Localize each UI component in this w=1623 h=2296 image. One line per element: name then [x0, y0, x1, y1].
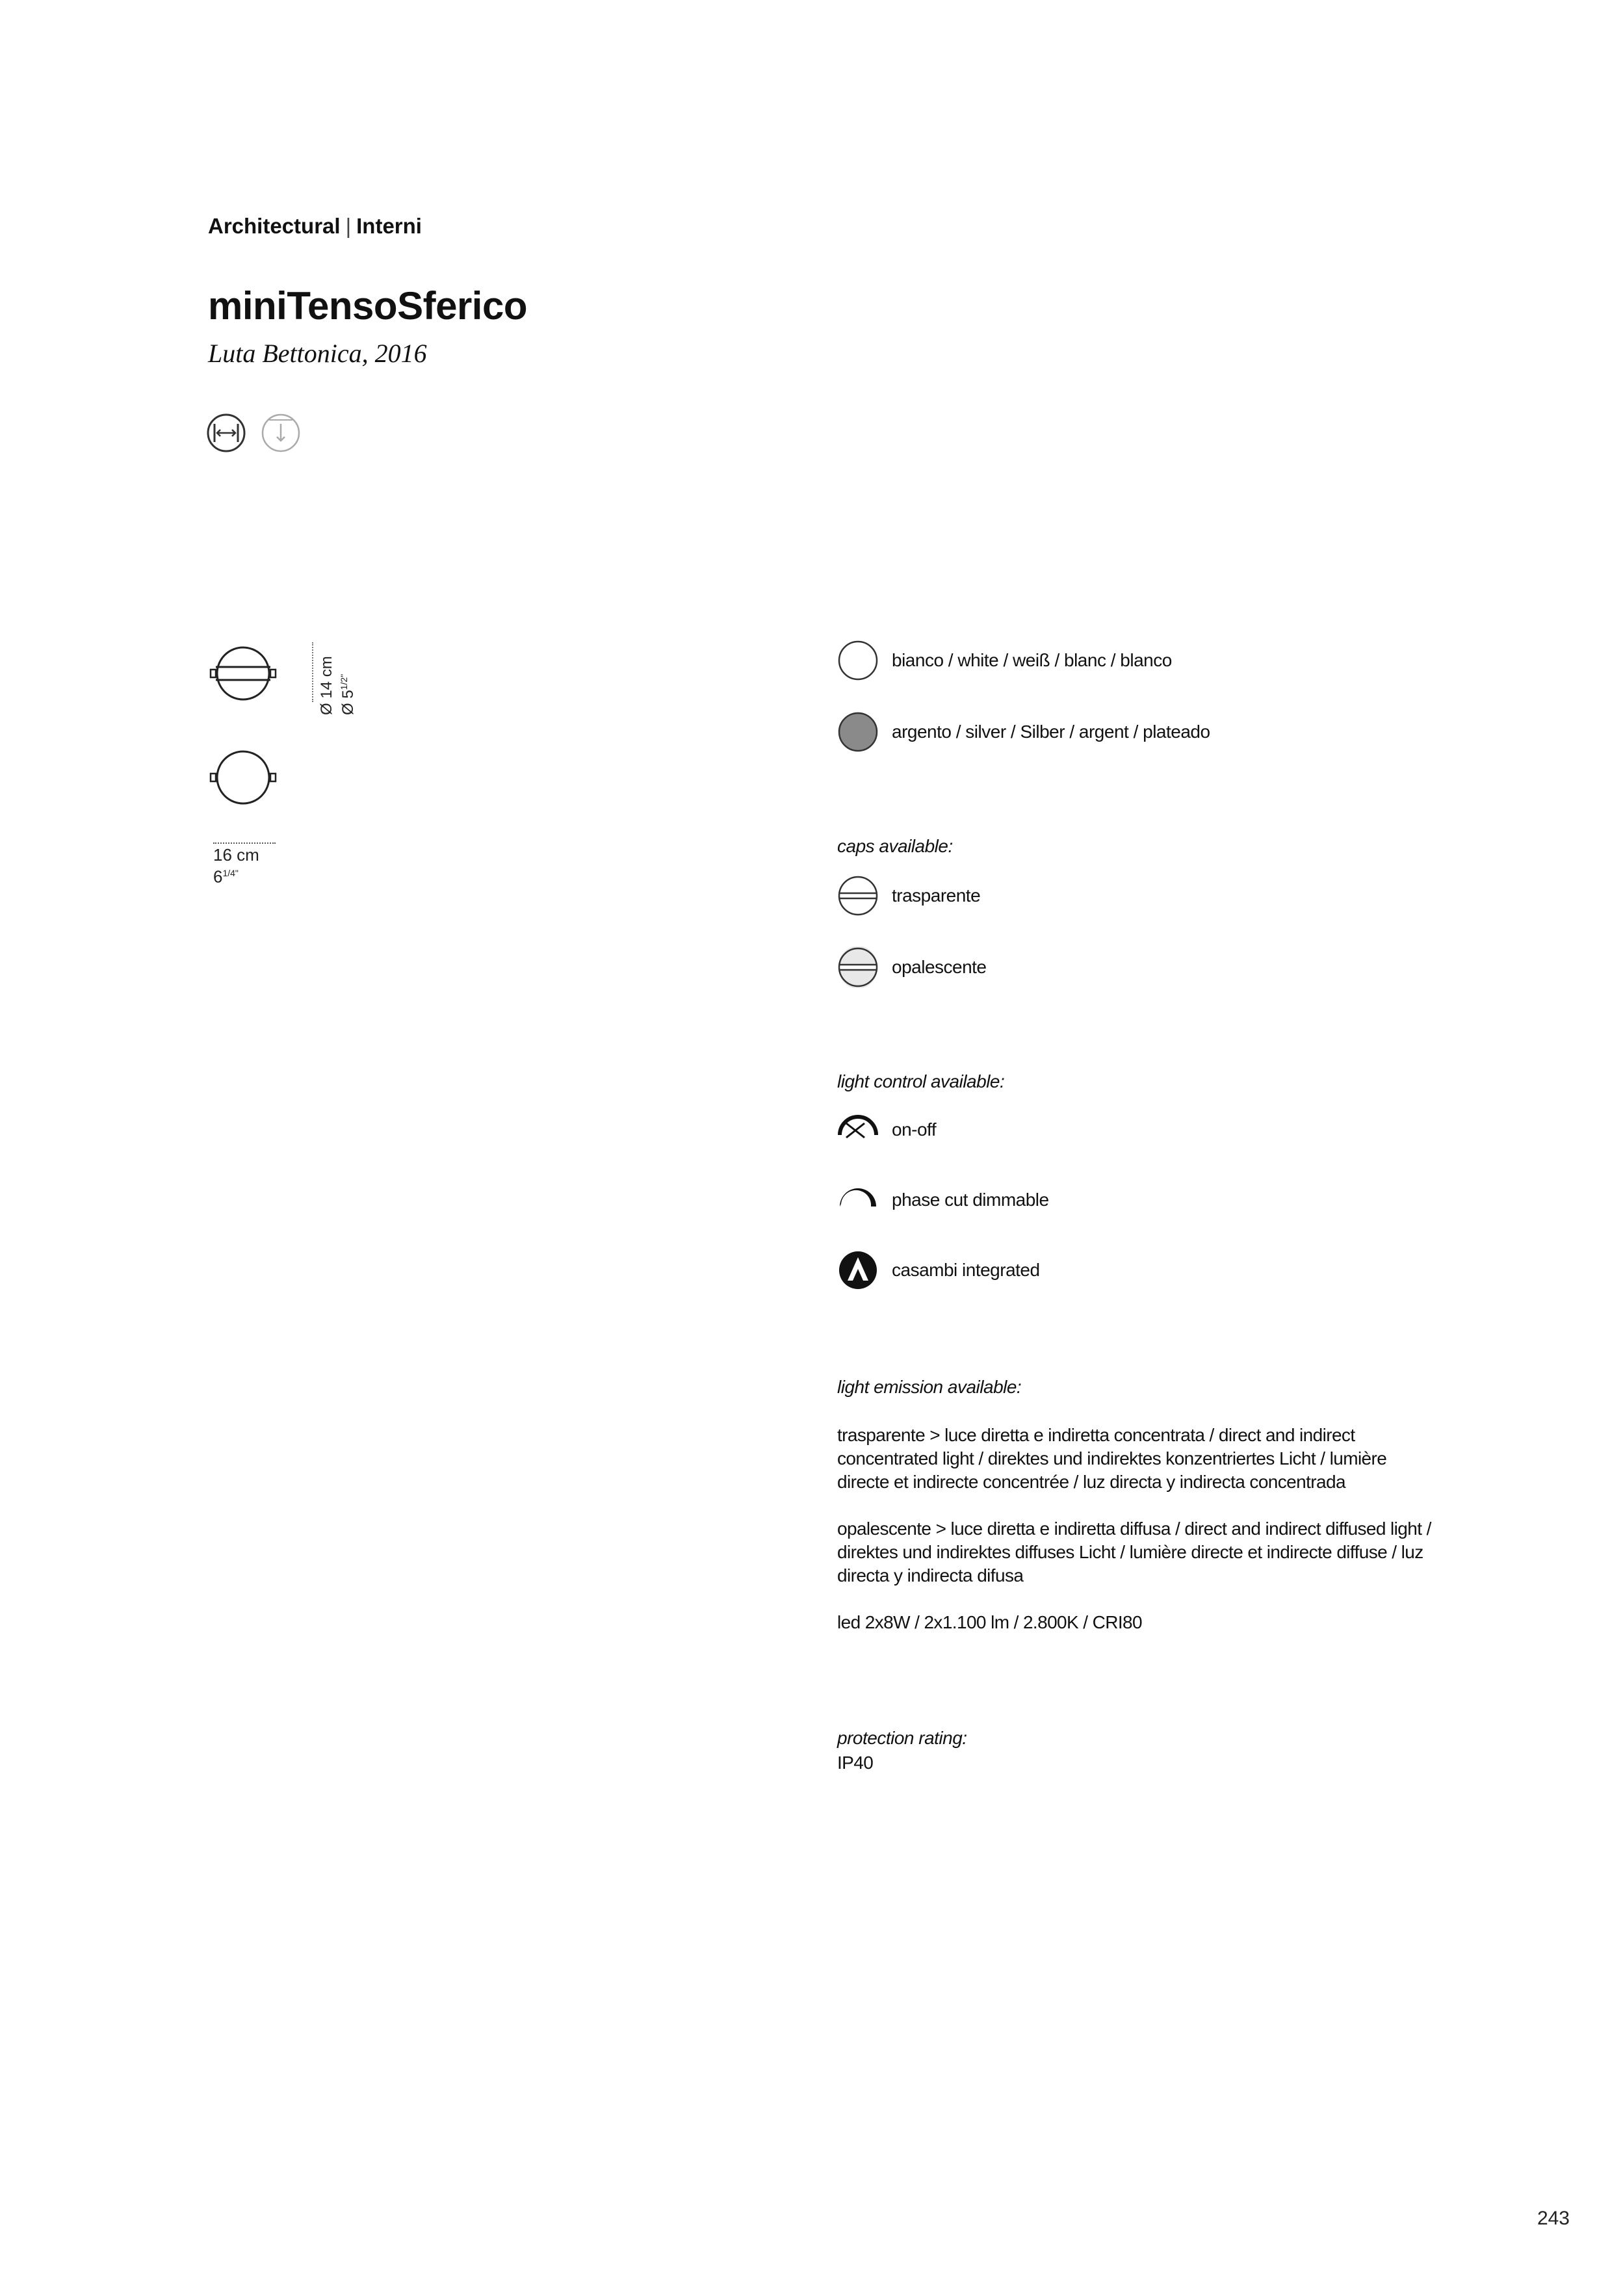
control-label: on-off	[892, 1119, 937, 1140]
light-control-heading: light control available:	[837, 1071, 1005, 1091]
recessed-arrow-down-icon	[263, 415, 299, 451]
control-casambi	[837, 1249, 1040, 1291]
width-in: 6	[213, 867, 223, 887]
finish-white	[837, 640, 1172, 681]
finish-label: argento / silver / Silber / argent / plateado	[892, 722, 1210, 742]
category-label: Architectural	[208, 214, 341, 238]
cap-transparent-icon	[837, 875, 879, 917]
cap-label: trasparente	[892, 885, 981, 906]
silver-swatch-icon	[837, 711, 879, 753]
control-label: casambi integrated	[892, 1260, 1040, 1280]
emission-opalescent-text: opalescente > luce diretta e indiretta diffusa / direct and indirect diffused light / direktes und indirektes diffuses Licht / lumière directe et indirecte diffuse / luz directa y indirecta difusa	[837, 1519, 1431, 1585]
protection-value: IP40	[837, 1753, 874, 1773]
adjustable-width-icon	[208, 415, 244, 451]
white-swatch-icon	[837, 640, 879, 681]
light-emission-heading: light emission available:	[837, 1377, 1022, 1397]
cap-transparent	[837, 875, 980, 917]
feature-icons	[207, 413, 324, 455]
control-label: phase cut dimmable	[892, 1190, 1049, 1210]
side-view-drawing	[207, 746, 279, 809]
control-on-off	[837, 1109, 936, 1151]
cap-opalescent	[837, 946, 987, 988]
finish-silver	[837, 711, 1210, 753]
subcategory-label: Interni	[356, 214, 422, 238]
product-title: miniTensoSferico	[208, 284, 527, 328]
diameter-in: Ø 5	[339, 690, 357, 715]
emission-transparent-text: trasparente > luce diretta e indiretta concentrata / direct and indirect concentrated light / direktes und indirektes konzentriertes Licht / lumière directe et indirecte concentrée / luz directa y indirecta concentrada	[837, 1425, 1387, 1492]
diameter-cm: Ø 14 cm	[318, 656, 335, 715]
width-dimension	[213, 845, 259, 885]
caps-heading: caps available:	[837, 836, 953, 856]
width-in-fraction: 1/4"	[222, 868, 239, 878]
diameter-dimension-line	[312, 642, 313, 702]
on-off-icon	[837, 1109, 879, 1151]
cap-opalescent-icon	[837, 946, 879, 988]
designer-year: Luta Bettonica, 2016	[208, 339, 427, 368]
cap-label: opalescente	[892, 957, 987, 977]
diameter-in-fraction: 1/2"	[339, 673, 349, 690]
diameter-dimension	[318, 644, 357, 715]
finish-label: bianco / white / weiß / blanc / blanco	[892, 650, 1172, 670]
width-cm: 16 cm	[213, 845, 259, 865]
width-dimension-line	[213, 842, 276, 844]
casambi-icon	[837, 1249, 879, 1291]
control-phase-cut	[837, 1179, 1049, 1221]
phase-cut-dimmable-icon	[837, 1179, 879, 1221]
breadcrumb	[208, 213, 422, 239]
protection-heading: protection rating:	[837, 1728, 967, 1748]
led-specs: led 2x8W / 2x1.100 lm / 2.800K / CRI80	[837, 1612, 1143, 1632]
page-number: 243	[1537, 2208, 1570, 2229]
breadcrumb-separator: |	[345, 214, 352, 238]
front-view-drawing	[207, 642, 279, 705]
